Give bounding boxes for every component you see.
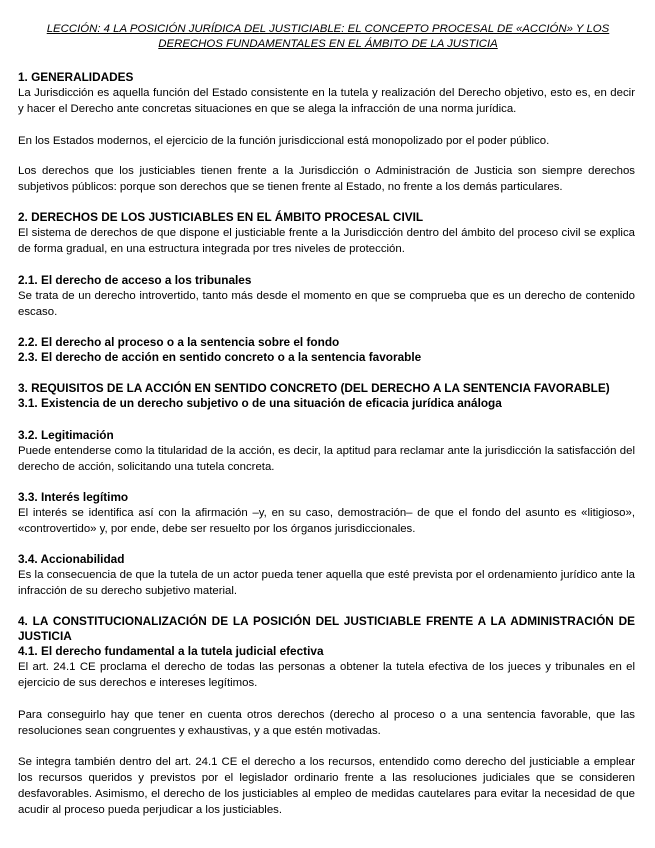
section-4-1-paragraph-3-block bbox=[18, 754, 635, 818]
section-2-2-heading: 2.2. El derecho al proceso o a la sentencia sobre el fondo bbox=[18, 335, 340, 349]
lesson-title-line-2: DERECHOS FUNDAMENTALES EN EL ÁMBITO DE LA JUSTICIA bbox=[158, 37, 498, 50]
section-3-4-heading: 3.4. Accionabilidad bbox=[18, 552, 125, 566]
section-1-paragraph-1: La Jurisdicción es aquella función del Estado consistente en la tutela y realización del Derecho objetivo, esto es, en decir y hacer el Derecho ante concretas situaciones en que se alega la infracción de una norma jurídica. bbox=[18, 87, 635, 115]
section-3-heading: 3. REQUISITOS DE LA ACCIÓN EN SENTIDO CONCRETO (DEL DERECHO A LA SENTENCIA FAVORABLE) bbox=[18, 381, 610, 395]
section-4-1-paragraph-1: El art. 24.1 CE proclama el derecho de todas las personas a obtener la tutela efectiva de los jueces y tribunales en el ejercicio de sus derechos e intereses legítimos. bbox=[18, 661, 635, 689]
section-4-1-paragraph-2-block bbox=[18, 707, 635, 739]
section-1-paragraph-2: En los Estados modernos, el ejercicio de la función jurisdiccional está monopolizado por el poder público. bbox=[18, 135, 550, 147]
section-3-4-paragraph: Es la consecuencia de que la tutela de un actor pueda tener aquella que esté prevista por el ordenamiento jurídico ante la infracción de su derecho subjetivo material. bbox=[18, 569, 635, 597]
section-1-paragraph-2-block bbox=[18, 133, 635, 149]
section-4-heading: 4. LA CONSTITUCIONALIZACIÓN DE LA POSICIÓN DEL JUSTICIABLE FRENTE A LA ADMINISTRACIÓN DE JUSTICIA bbox=[18, 614, 635, 643]
section-3-2-paragraph: Puede entenderse como la titularidad de la acción, es decir, la aptitud para reclamar ante la jurisdicción la satisfacción del derecho de acción, solicitando una tutela concreta. bbox=[18, 445, 635, 473]
section-2-1-paragraph: Se trata de un derecho introvertido, tanto más desde el momento en que se comprueba que es un derecho de contenido escaso. bbox=[18, 290, 635, 318]
section-2-1-heading: 2.1. El derecho de acceso a los tribunales bbox=[18, 273, 252, 287]
section-2-2-and-2-3 bbox=[18, 335, 635, 365]
section-3-3-paragraph: El interés se identifica así con la afirmación –y, en su caso, demostración– de que el fondo del asunto es «litigioso», «controvertido» y, por ende, debe ser resuelto por los órganos jurisdiccionales. bbox=[18, 507, 635, 535]
section-4-1-paragraph-2: Para conseguirlo hay que tener en cuenta otros derechos (derecho al proceso o a una sentencia favorable, que las resoluciones sean congruentes y exhaustivas, y a que estén motivadas. bbox=[18, 709, 635, 737]
section-1-paragraph-3-block bbox=[18, 163, 635, 195]
section-1-paragraph-3: Los derechos que los justiciables tienen frente a la Jurisdicción o Administración de Justicia son siempre derechos subjetivos públicos: porque son derechos que se tienen frente al Estado, no frente a los demás particulares. bbox=[18, 165, 635, 193]
section-1 bbox=[18, 70, 635, 117]
section-3-2 bbox=[18, 428, 635, 475]
section-2-3-heading: 2.3. El derecho de acción en sentido concreto o a la sentencia favorable bbox=[18, 350, 422, 364]
lesson-title bbox=[18, 22, 638, 51]
section-3-4 bbox=[18, 552, 635, 599]
section-1-heading: 1. GENERALIDADES bbox=[18, 70, 134, 84]
section-2-paragraph: El sistema de derechos de que dispone el justiciable frente a la Jurisdicción dentro del ámbito del proceso civil se explica de forma gradual, en una estructura integrada por tres niveles de protección. bbox=[18, 227, 635, 255]
lesson-title-line-1: LECCIÓN: 4 LA POSICIÓN JURÍDICA DEL JUSTICIABLE: EL CONCEPTO PROCESAL DE «ACCIÓN» Y LOS bbox=[46, 23, 610, 35]
section-3-3 bbox=[18, 490, 635, 537]
section-2 bbox=[18, 210, 635, 257]
section-3-1-heading: 3.1. Existencia de un derecho subjetivo o de una situación de eficacia jurídica análoga bbox=[18, 396, 502, 410]
section-4 bbox=[18, 614, 635, 691]
section-3 bbox=[18, 381, 635, 411]
section-4-1-paragraph-3: Se integra también dentro del art. 24.1 CE el derecho a los recursos, entendido como derecho del justiciable a emplear los recursos queridos y previstos por el legislador ordinario frente a las resoluciones judiciales que se consideren desfavorables. Asimismo, el derecho de los justiciables al empleo de medidas cautelares para evitar la necesidad de que acudir al proceso pueda perjudicar a los justiciables. bbox=[18, 756, 635, 816]
section-4-1-heading: 4.1. El derecho fundamental a la tutela judicial efectiva bbox=[18, 644, 324, 658]
section-3-2-heading: 3.2. Legitimación bbox=[18, 428, 114, 442]
section-2-heading: 2. DERECHOS DE LOS JUSTICIABLES EN EL ÁMBITO PROCESAL CIVIL bbox=[18, 210, 424, 224]
section-2-1 bbox=[18, 273, 635, 320]
section-3-3-heading: 3.3. Interés legítimo bbox=[18, 490, 129, 504]
